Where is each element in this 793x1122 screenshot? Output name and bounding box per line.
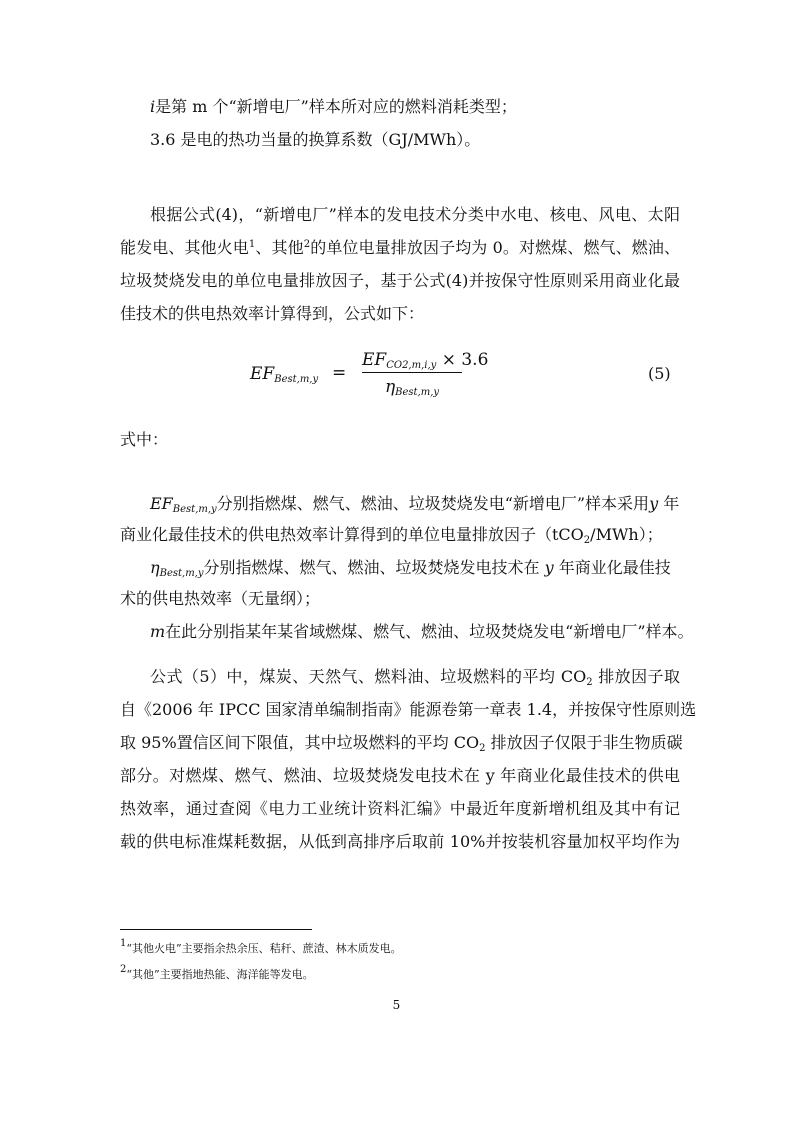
page-number: 5	[392, 998, 401, 1012]
definition-line: 术的供电热效率（无量纲）；	[120, 589, 321, 608]
paragraph-2-line: 取 95%置信区间下限值，其中垃圾燃料的平均 $CO_2$ 排放因子仅限于非生物质碳	[120, 733, 683, 754]
footnote-ref: 2	[303, 239, 311, 250]
formula-denominator: $\eta_{Best,m,y}$	[384, 377, 440, 398]
formula-numerator: $EF_{CO2,m,i,y} \times 3.6$	[362, 350, 489, 371]
paragraph-2-line: 部分。对燃煤、燃气、燃油、垃圾焚烧发电技术在 y 年商业化最佳技术的供电	[120, 766, 680, 785]
footnote-ref: 1	[248, 239, 256, 250]
formula-number: (5)	[648, 364, 671, 383]
variable-i: i	[150, 97, 156, 116]
equals-sign: =	[332, 363, 347, 383]
formula-5	[250, 350, 550, 402]
definition-line: $EF_{Best,m,y}$分别指燃煤、燃气、燃油、垃圾焚烧发电“新增电厂”样本采用y 年	[150, 494, 680, 515]
paragraph-1-line: 佳技术的供电热效率计算得到，公式如下：	[120, 304, 425, 323]
formula-lhs: $EF_{Best,m,y}$	[250, 364, 319, 385]
paragraph-2-line: 载的供电标准煤耗数据，从低到高排序后取前 10%并按装机容量加权平均作为	[120, 832, 680, 851]
definition-line: 商业化最佳技术的供电热效率计算得到的单位电量排放因子（tCO$_2$/MWh）；	[120, 525, 663, 546]
paragraph-2-line: 公式（5）中，煤炭、天然气、燃料油、垃圾燃料的平均 $CO_2$ 排放因子取	[150, 667, 680, 688]
paragraph-1-line: 垃圾焚烧发电的单位电量排放因子，基于公式(4)并按保守性原则采用商业化最	[120, 271, 680, 290]
paragraph-2-line: 自《2006 年 IPCC 国家清单编制指南》能源卷第一章表 1.4，并按保守性原则选	[120, 700, 697, 719]
formula-fraction	[362, 350, 489, 398]
paragraph-2-line: 热效率，通过查阅《电力工业统计资料汇编》中最近年度新增机组及其中有记	[120, 799, 680, 818]
paragraph-1-line: 根据公式(4)，“新增电厂”样本的发电技术分类中水电、核电、风电、太阳	[150, 205, 680, 224]
definition-line: m在此分别指某年某省域燃煤、燃气、燃油、垃圾焚烧发电“新增电厂”样本。	[150, 622, 694, 641]
where-label: 式中：	[120, 430, 169, 449]
body-line: i是第 m 个“新增电厂”样本所对应的燃料消耗类型；	[150, 97, 517, 116]
definition-line: $\eta_{Best,m,y}$分别指燃煤、燃气、燃油、垃圾焚烧发电技术在 y 年商业化最佳技	[150, 558, 671, 579]
paragraph-1-line: 能发电、其他火电$^1$、其他$^2$的单位电量排放因子均为 0。对燃煤、燃气、燃油、	[120, 238, 680, 257]
fraction-bar	[362, 372, 462, 373]
body-line: 3.6 是电的热功当量的换算系数（GJ/MWh）。	[150, 130, 481, 149]
footnote-separator	[120, 929, 312, 930]
footnote-1: $^1$“其他火电”主要指余热余压、秸秆、蔗渣、林木质发电。	[120, 938, 402, 955]
footnote-2: $^2$“其他”主要指地热能、海洋能等发电。	[120, 964, 314, 981]
